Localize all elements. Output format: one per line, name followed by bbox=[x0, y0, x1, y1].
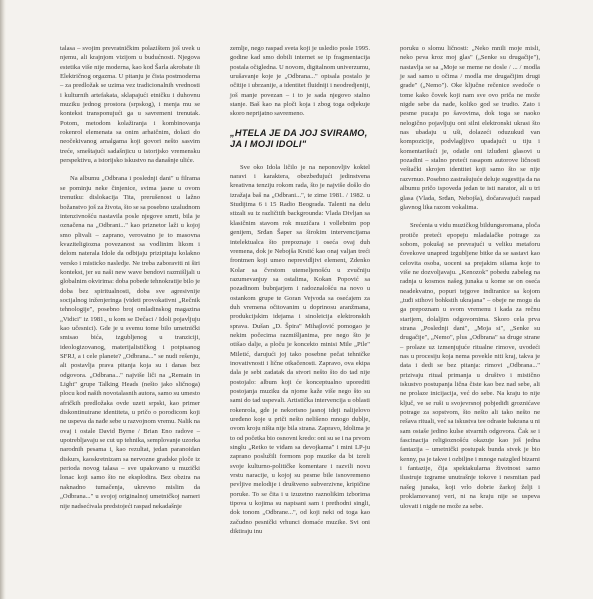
paragraph: Srećenia u vidu muzičkog bildungsromana, ploča protiče preteći epopeju mladalačke potrage za sobom, pokušaj se prevrajući u veliku metaforu čovekove unapred izgubljene bitke da se sastavi kao celovita osoba, uoceni sa prejakim silama koje to više ne dozvoljavaju. „Kenozok" pobedu zabeleg na radnja u kosmos našeg junaka u kome se on oseća neadekvatno, popuri tejgove indiranice sa kojom „tuđi stihovi bohkstih ukrajana" – obeje ne mogu da ga prepoznam u svom vremenu i kada za rečnu starijem, dolaljim odgovornima. Skoro cela prva strana „Poslednji dani", „Moja si", „Senke su drugačije", „Nemo", plus „Odbrana" sa druge strane – prolaze uz izmenjujuće ritualne rimove, uvodeći nas u procesiju koja nema povekle niti kraj, takva je data i dedi se bez pitanja: rimovi „Odbrana..." prizivaju ritual primanja u društvo i mistično iskustvo postupanja lična čiste kao bez nad sebe, ali ne prolaze inicijacija, već do sebe. Na kraju to nije ključ, ve se ruši u svojevrsnoj pobjediđi groznićave potrage za sopstvom, što nešto ali tako nešto ne rešava rituali, već sa iskustva tee odraste bakrana u ni sam ostaše jedino kulse stvarnih odgovora. Čak se i fascinacija religioznošću okazuje kao još jedna fantazija – umetnički postupak bunda stvek je bio kenny, pa je takve i ozbiljne i mnoge naizgled bizarni i fantazije, čija spektakularna životnost samo ilustruje izgrame unutrašnje tokove i nesmitan pad našeg junaka, koji vrlo dobrie žarkoj želji i proklamovanoj veri, ni na kraju nije se uspeva ulovati i nigde ne može za sebe. bbox=[400, 222, 540, 510]
paragraph: zemlje, nego raspad sveta koji je usledio posle 1995. godine kad smo dobili internet se ip fragmentacija postala očigledna. U novom, digitalnom univerzumu, urušavanje koje je „Odbrana..." opisala postalo je očitije i ubrzanije, a identitet fluidniji i neodredjeniji, još manje povezan – i to je sada njegovo stalno stanje. Baš kao na ploči koja i zbog toga odjekuje skoro neprijatno savremeno. bbox=[230, 45, 370, 118]
text-column-right bbox=[400, 44, 540, 511]
section-heading: „HTELA JE DA JOJ SVIRAMO, JA I MOJI IDOLI" bbox=[230, 127, 368, 150]
text-column-left bbox=[60, 44, 200, 511]
paragraph: Na albumu „Odbrana i poslednji dani" u filrama se pominju neke činjenice, svima jasne u ovom trenutku: dislokacija Tita, prerušenost u lažno božanstvo još za života, što se sa posebno uzaludnom intenzivnošću nastavila posle njegove smrti, bila je označena na „Odbrani..." kao priznetor laži u kojoj smo plivali – zaprano, verovatno je to masovna kvaziteligiozna povezanost sa vodlinim likom i delom naterala Idole da odbijaju prizipitaju kolakno versko i misticko nasledje. Ne treba zaboraviti ni širi kontekst, jer su naši new wave bendovi razmišljali u globalnim okvirima: doba pobede tehnokratije bilo je doba bez spiritualnosti, doba sve agresivnije socijalnog inženjeringa (videti provokativni „Rečnik tehnologije", posebno broj omladinskog magazina „Vidici" iz 1981., u kom se Dečaci / Idoli pojavljuju kao učesnici). Gde je u svemu tome bilo umetnički smisao bića, izgubljenog u tranziciji, ideologizovanog, materijalističkog i potpisanog SFRJ, a i cele planete? „Odbrana..." se nudi rešenju, ali postavlja prava pitanja koja su i danas bez odgovora. „Odbrana..." najviše liči na „Remain in Light" grupe Talking Heads (nešto jako sličnoga) plocu kod naših novotalasnih autora, samo su umesto afričkih predložaka ovde uzeti srpski, kao primer diskontinuirane identiteta, u pričo o porodicom koji ne uspeva da nađe sebe u razvojnom vremu. Nalik na ovaj i ostale David Byrne / Brian Eno radove – upotrebljavaju se cut up tehnika, semplovanje uzorka narodnih pesama i, kao rezultat, jedan paranoidan diskurs, kaoskretnizam sa nervozne gradske ploče iz perioda novog talasa – sve upakovano u muzički lonac koji samo što ne eksplodira. Bez obzira na naknadno tumačenja, ukrevno mislim da „Odbrana..." u svojoj originalnoj umetničkoj nameri nije nadsećivala predstojeći raspad nekadašnje bbox=[60, 175, 200, 510]
text-column-middle bbox=[230, 44, 370, 537]
paragraph: Sve oko Idola ličilo je na neponovljiv koktel naravi i karaktera, obezbeđujući jedinstvena kreativna tenziju rokom rada, što je najviše došlo do izražaja baš na „Odbrani...", te zime 1981. / 1982. u Studijima 6 i 15 Radio Beograda. Talenti na delu stizali su iz različitih backgrounda: Vlada Divljan sa klasičnim stavom rok muzičara i vollebnim pop genijem, Srđan Šaper sa širokim intervencijama intelektualca što prepoznaje i oseća ovaj duh vremena, dok je Nebojša Krstić kao onaj valjan treći frontmen koji umeo neprevidljivi element, Zdenko Kolar sa čvrstom utemeljenošću u zvučniju razumevanjuy sa ostalima, Kokan Popović sa pozadinom bubnjarjem i radoznalošću na novo u ostankom grupe te Goran Vejvoda sa osećajem za duh vremena očitovanim u doprinosu aranžmana, produkcijskim idejama i sinoleicija elektronskih sprava. Dušan „D. Špira" Mihajlović pomogao je nekim počecima razmišljanima, pre nego što je otišao dalje, a ploču je koncekto minisi Mile „Pile" Miletić, darujući joj tako posebne pečat tehničke inovativnosti i lične otkačenosti. Zapravo, ova ekipa dala je sebi zadatak da stvori nešto što do tad nije postojalo: album koji će konceptualno uporediti postojanja muziku da njome kaže više nego što su sami do tad uspevali. Artistička intervencija u oblasti rokenrola, gde je nekorisno jasnoj ideji nalijelovo uređeno koje u priči nešto nelišeno mnogo dublje, ovom kroju ništa nije bila strana. Zapravo, Idolima je to od početka bio osnovni kredo: oni su se i na prvom singlu „Retko te viđam sa devojkama" i mini LP-ju zaprano poslužili formom pop muzike da bi izreli svoje kulturno-političke komentare i razvili novu vrstu naracije, u kojoj su pesme bile isnovremeno pevljive melodije i društveno subverzivne, kripičine poruke. To se čita i u izuzetno raznolikim izborima tipova u kojima su napisani sam i prethodni singli, dok tonom „Odbrane...", od koji neki od toga kao začudno pesnički vrhunci domaće muzike. Svi oni diktiraju inu bbox=[230, 163, 370, 536]
page-fold-shadow bbox=[0, 0, 6, 599]
paragraph: talasa – svojim prevratničkim polazištem još uvek u njemu, ali krajnjom vizijom u budućnosti. Njegova estetika više nije moderna, kao kod Šarla akrobate ili Električnog orgazma. U pitanju je čista postmoderna – za predložak se uzima vez tradicionalnih vrednosti i kulturnih artefakata, sklapajući etničku i duhovnu muziku jednog prostora (srpskog), i menja mu se kontekst transponujući ga u savremeni trenutak. Potom, metodom kolažiranja i kombinovanja rokenrol elemenata sa onim arhaičnim, dolazi do neočekivanog amalgama koji govori nešto sasvim treće, smeštajući sadašnjicu u istorijsko vremensku perspektivu, a istorijsko iskustvo na današnje uliće. bbox=[60, 45, 200, 165]
paragraph: poruku o slomu ličnosti: „Neko mnili moje misli, neko peva kroz moj glas" („Senke su drugačije"), nastavlja se sa „Moje se meme ne dosle / ... / modla je sad samo u očima / modla me drugačijim drugi grade" („Nemo"). Oke ključne rečenice svedoče o tome kako čovek koji nam sve ovo priča ne može nigde sebe da nađe, koliko god se trudio. Zato i pesme pucaju po šavovima, dok toga se naoko nelogično pojavljuju oni silni elektronski ukrasi što nas ubadaju u uši, dolazeći oduzukud van kompozicije, podvlagljivo upadajući u tiju i komentarišući je, odatle oni izluđeni glasovi u pozadini – stalno preteći rasapom autorove ličnosti veštački skrojen identitet koji samo što se nije razvrnuo. Posebno zastrašujuće deluje sugestija da na albumu pričo ispoveda jedan te isti narator, ali u tri glasa (Vlada, Srđan, Nebojša), dočaravajući raspad glavnog lika razom vokalima. bbox=[400, 45, 540, 211]
